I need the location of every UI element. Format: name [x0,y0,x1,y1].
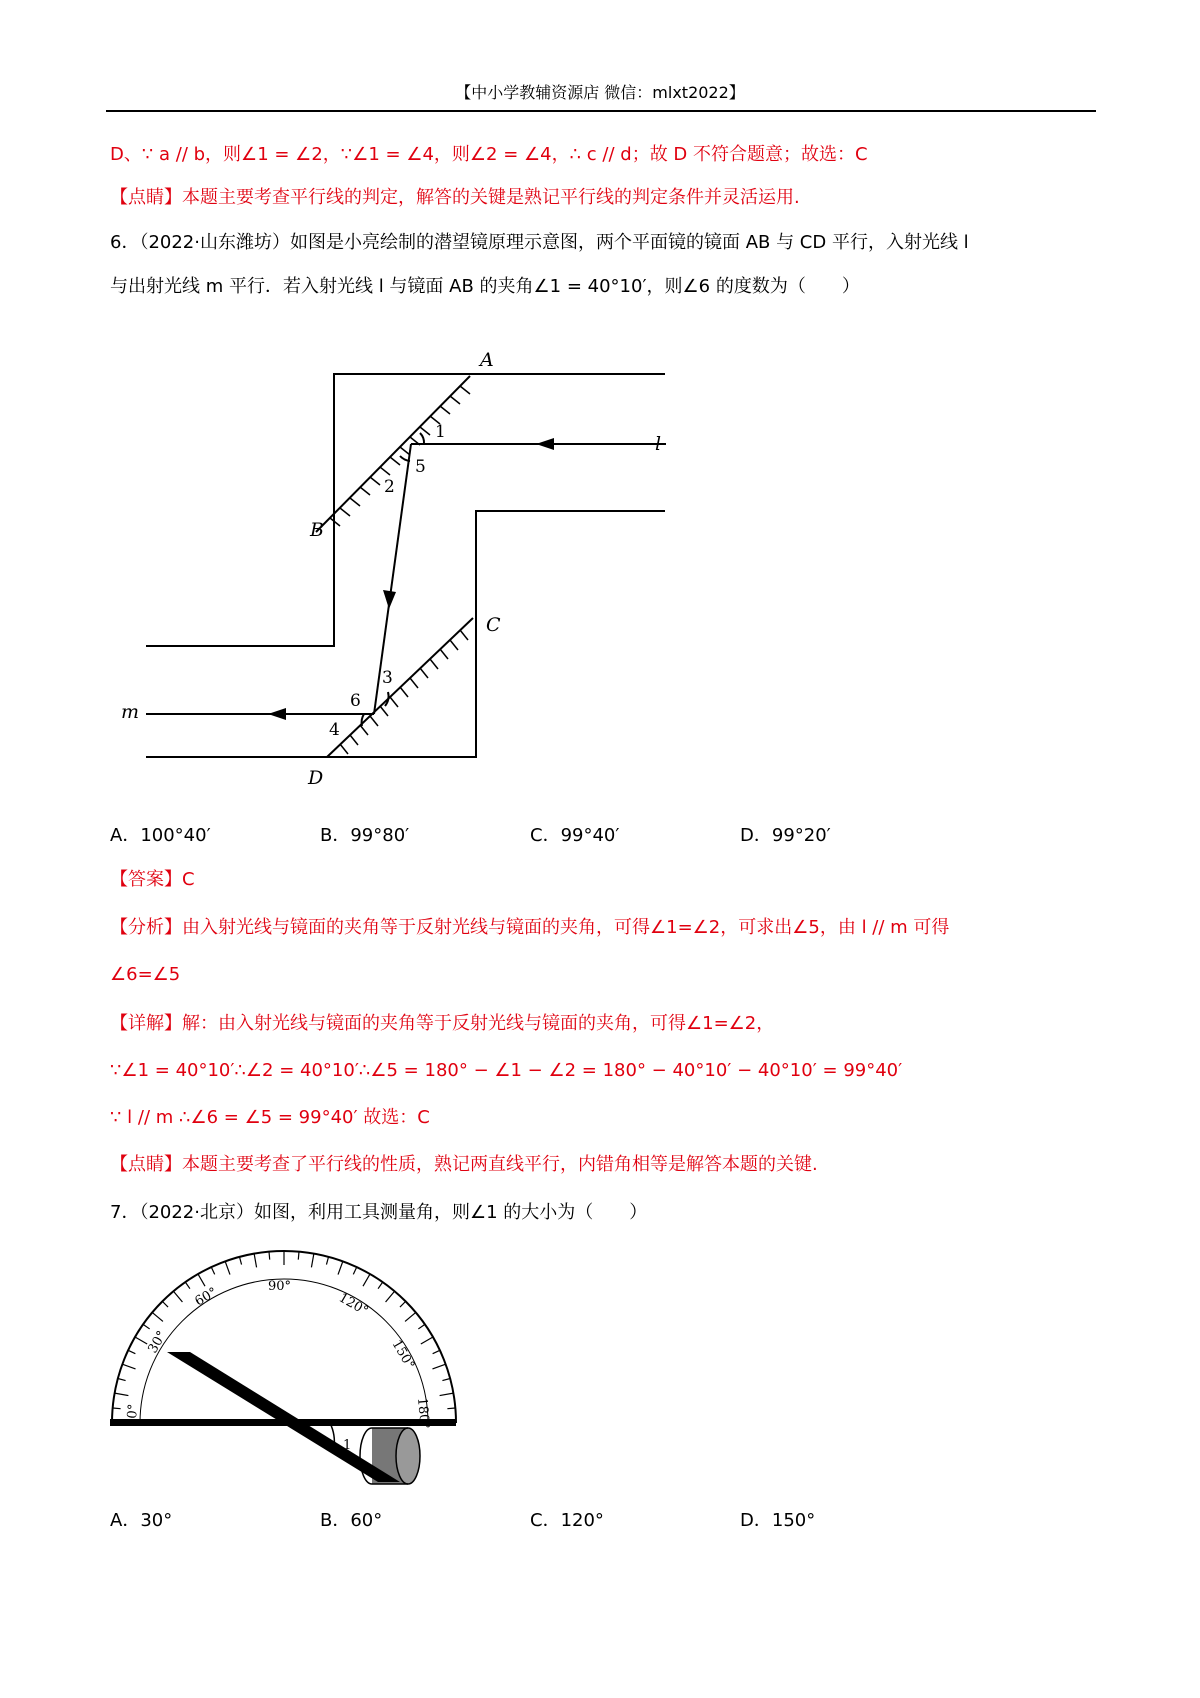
q6-stem-line-1: 6．（2022·山东潍坊）如图是小亮绘制的潜望镜原理示意图，两个平面镜的镜面 AB 与 CD 平行，入射光线 l [110,232,969,253]
q7-option-a: A．30° [110,1510,173,1531]
protractor-tick [185,1282,190,1289]
protractor-tick [162,1301,168,1307]
tick-label-30: 30° [145,1328,170,1356]
label-l: l [655,433,662,455]
label-c: C [486,614,501,636]
tick-label-180: 180° [414,1397,432,1430]
q6-stem-line-2: 与出射光线 m 平行．若入射光线 l 与镜面 AB 的夹角∠1 = 40°10′，则∠6 的度数为（ ） [110,276,860,297]
protractor-tick [115,1393,129,1395]
protractor-tick [254,1254,256,1268]
tick-label-150: 150° [388,1337,418,1373]
label-b: B [310,519,324,541]
angle-label-1: 1 [435,422,446,442]
q5-option-d-explanation: D、∵ a // b，则∠1 = ∠2，∵∠1 = ∠4，则∠2 = ∠4，∴ c // d；故 D 不符合题意；故选：C [110,144,868,165]
protractor-tick [143,1324,150,1329]
q6-detail-line-3: ∵ l // m ∴∠6 = ∠5 = 99°40′ 故选：C [110,1107,430,1128]
q5-dianjing: 【点睛】本题主要考查平行线的判定，解答的关键是熟记平行线的判定条件并灵活运用. [110,187,800,208]
protractor-tick [198,1274,205,1286]
angle-label-3: 3 [382,668,393,688]
page-header: 【中小学教辅资源店 微信：mlxt2022】 [455,83,745,102]
protractor-tick [405,1312,416,1321]
tick-label-120: 120° [336,1290,371,1320]
protractor-tick [135,1337,147,1344]
tick-label-90: 90° [268,1279,292,1294]
q7-option-c: C．120° [530,1510,604,1531]
protractor-tick [239,1257,241,1265]
protractor-tick [442,1378,450,1380]
protractor-tick [353,1267,356,1274]
protractor-tick [326,1257,328,1265]
protractor-tick [378,1282,383,1289]
angle-label-2: 2 [384,477,395,497]
angle-label-6: 6 [350,691,361,711]
protractor-tick [128,1350,135,1353]
protractor-tick [122,1364,135,1369]
q7-option-d: D．150° [740,1510,816,1531]
protractor-tick [225,1261,230,1274]
angle-label-1: 1 [343,1438,352,1453]
q6-detail-line-1: 【详解】解：由入射光线与镜面的夹角等于反射光线与镜面的夹角，可得∠1=∠2， [110,1013,775,1034]
q6-detail-line-2: ∵∠1 = 40°10′∴∠2 = 40°10′∴∠5 = 180° − ∠1 − ∠2 = 180° − 40°10′ − 40°10′ = 99°40′ [110,1060,903,1081]
q7-stem: 7．（2022·北京）如图，利用工具测量角，则∠1 的大小为（ ） [110,1202,648,1223]
protractor-tick [447,1408,455,1409]
q6-answer: 【答案】C [110,869,195,890]
protractor-tick [421,1337,433,1344]
label-a: A [480,349,494,371]
q6-option-a: A．100°40′ [110,825,211,846]
q7-option-b: B．60° [320,1510,383,1531]
protractor-tick [400,1301,406,1307]
protractor-tick [152,1312,163,1321]
protractor-tick [338,1261,343,1274]
protractor-tick [440,1393,454,1395]
protractor-tick [418,1324,425,1329]
protractor-tick [433,1350,440,1353]
protractor-tick [311,1254,313,1268]
q6-dianjing: 【点睛】本题主要考查了平行线的性质，熟记两直线平行，内错角相等是解答本题的关键. [110,1154,818,1175]
protractor-tick [173,1291,182,1302]
q6-option-d: D．99°20′ [740,825,831,846]
protractor-tick [113,1408,121,1409]
label-m: m [121,701,140,723]
protractor-tick [386,1291,395,1302]
tick-label-0: 0° [125,1403,142,1420]
tick-label-60: 60° [192,1284,220,1310]
measuring-bar [167,1352,400,1482]
protractor-tick [269,1252,270,1260]
q6-analysis-line-1: 【分析】由入射光线与镜面的夹角等于反射光线与镜面的夹角，可得∠1=∠2，可求出∠5，由 l // m 可得 [110,917,950,938]
protractor-tick [298,1252,299,1260]
q6-analysis-line-2: ∠6=∠5 [110,964,181,985]
q6-option-b: B．99°80′ [320,825,410,846]
q6-option-c: C．99°40′ [530,825,620,846]
angle-label-4: 4 [329,720,340,740]
protractor-tick [211,1267,214,1274]
protractor-tick [363,1274,370,1286]
protractor-tick [118,1378,126,1380]
label-d: D [308,767,324,789]
angle-label-5: 5 [415,457,426,477]
protractor-tick [432,1364,445,1369]
